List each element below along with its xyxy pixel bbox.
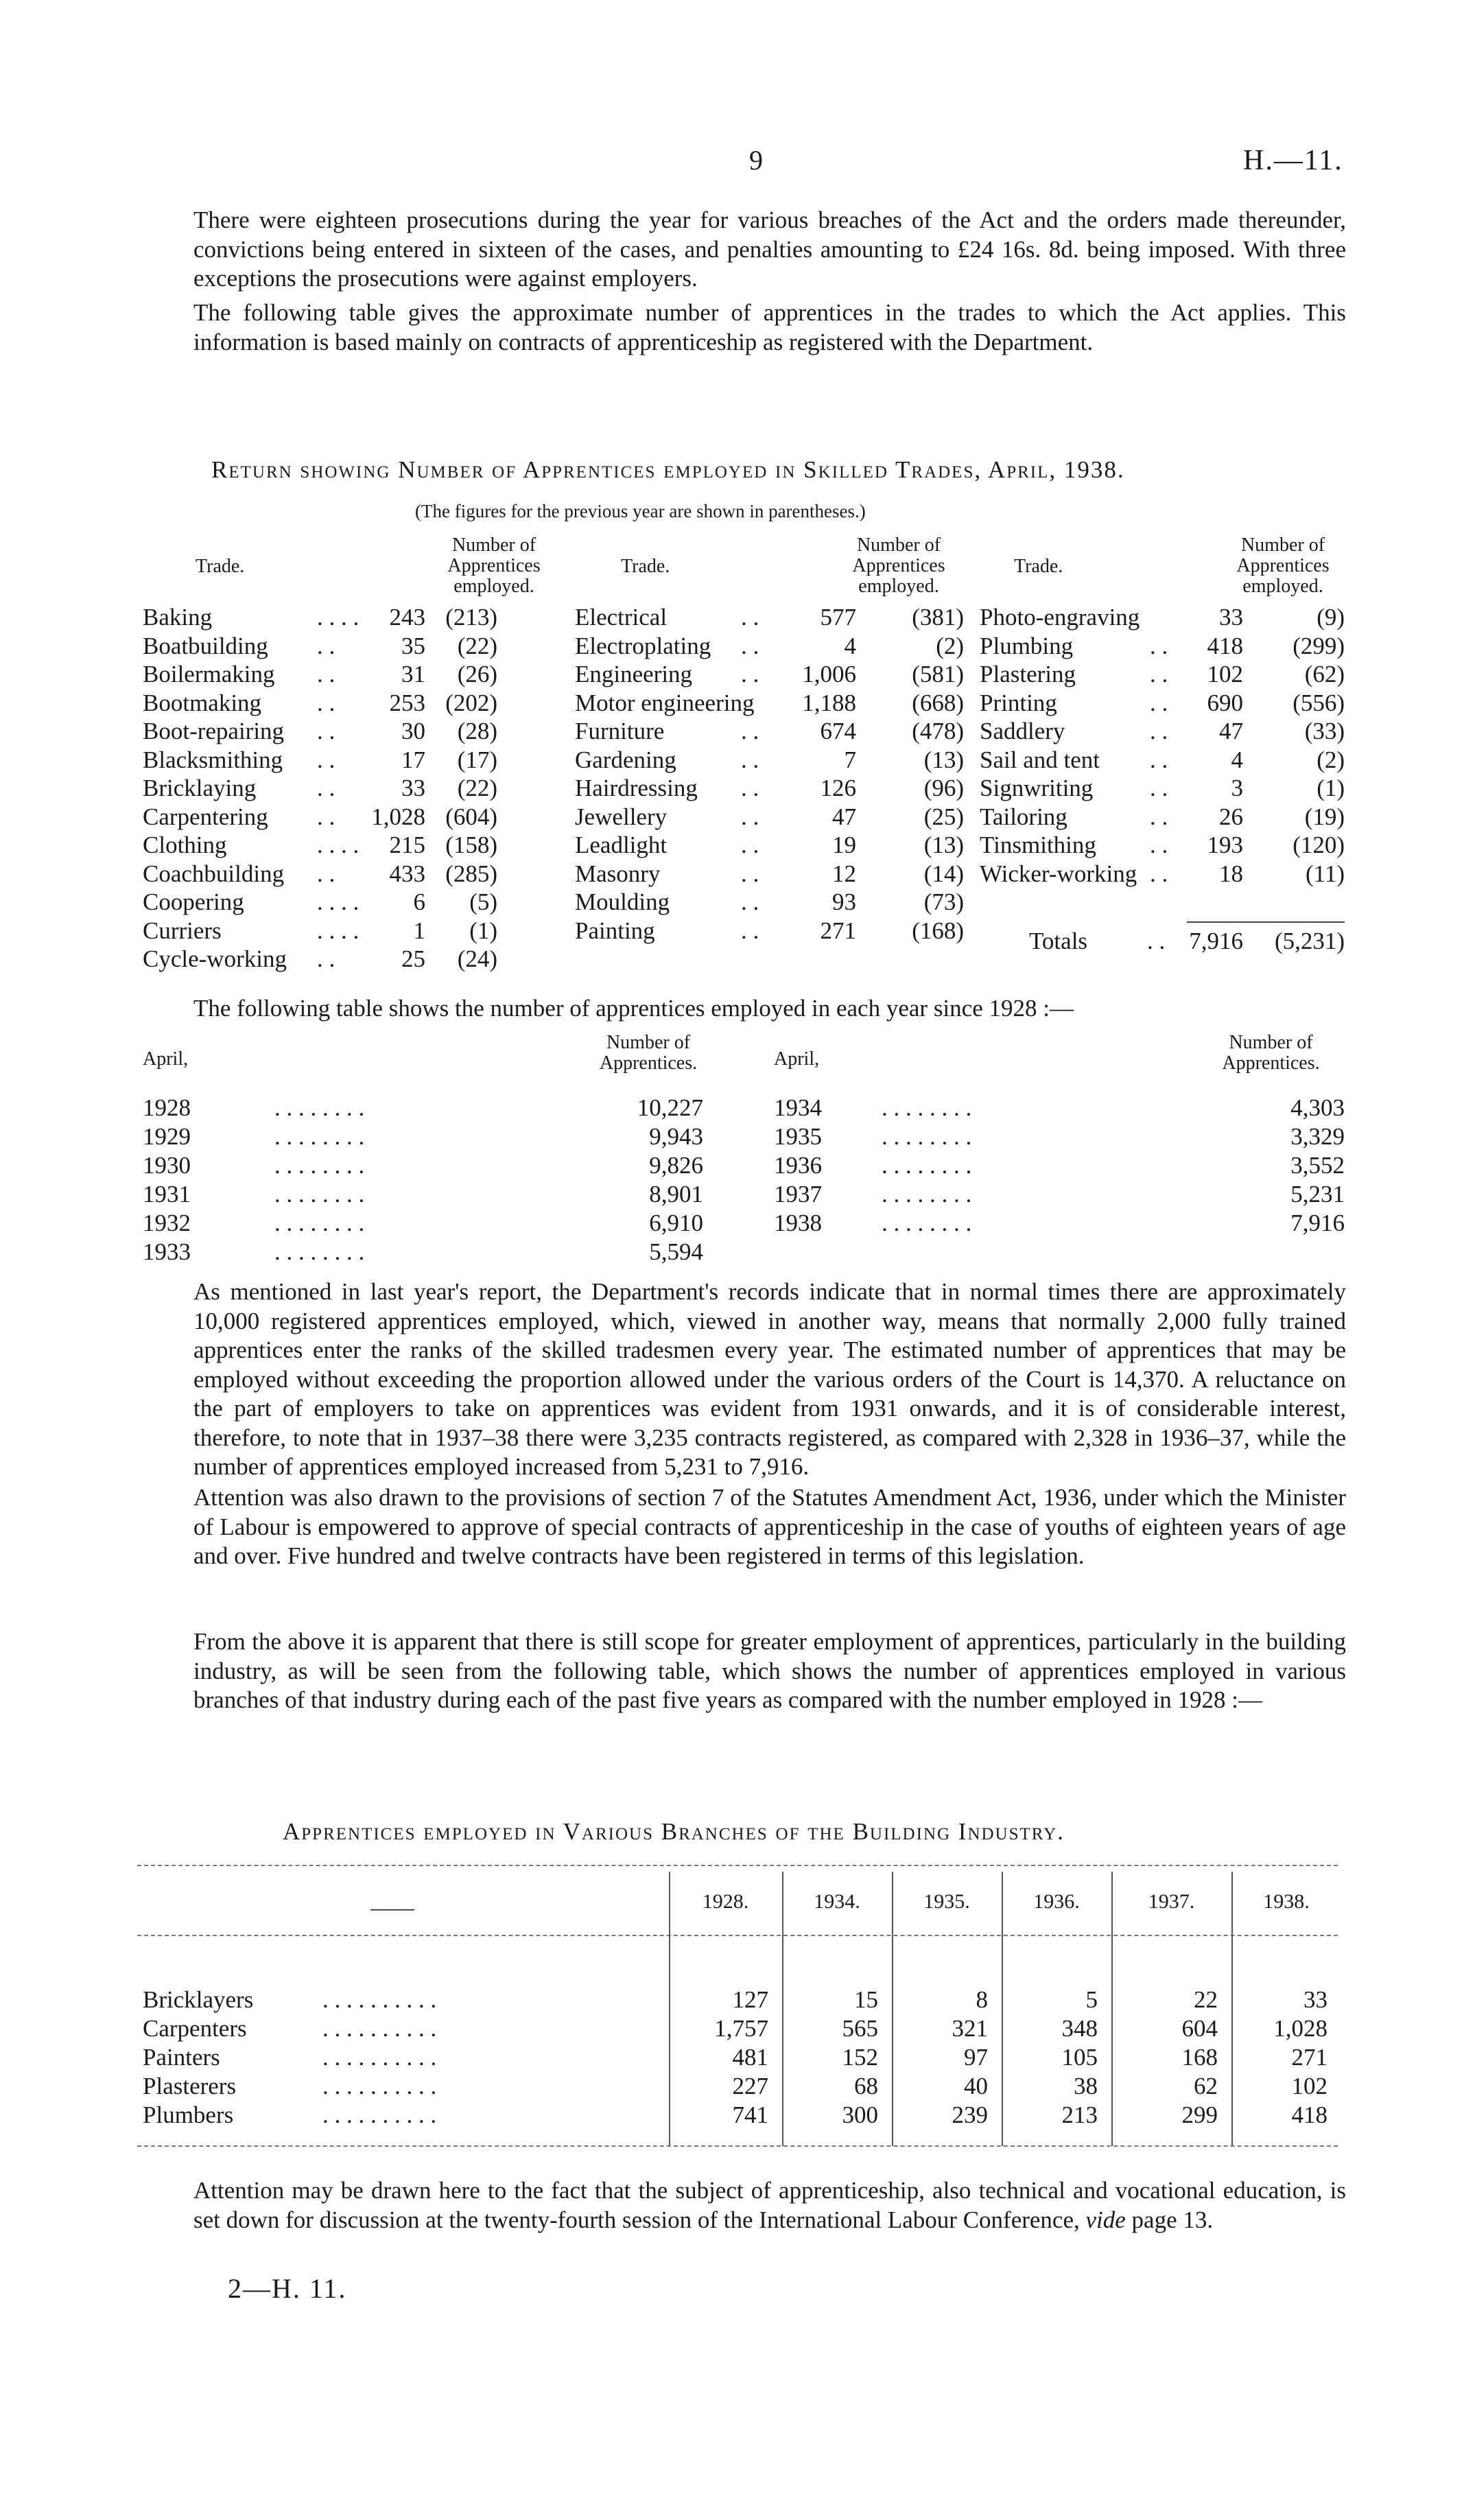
previous-year-count: (581)	[912, 661, 964, 687]
apprentice-total: 3,552	[1290, 1152, 1345, 1179]
previous-year-count: (604)	[445, 803, 497, 830]
apprentice-total: 5,594	[649, 1238, 703, 1265]
table1-col2-number-header: Number of Apprentices employed.	[852, 534, 945, 597]
previous-year-count: (62)	[1304, 661, 1345, 687]
trade-name: Bricklaying	[143, 775, 257, 801]
apprentice-count: 243	[389, 604, 425, 631]
leader-dots: . . . . . . . . . .	[322, 1986, 437, 2013]
year-label: 1928	[143, 1094, 191, 1121]
apprentice-total: 8,901	[649, 1181, 703, 1208]
previous-year-count: (22)	[457, 632, 497, 659]
trade-name: Boatbuilding	[143, 632, 268, 659]
apprentice-count: 193	[1207, 832, 1243, 858]
apprentice-count: 105	[1061, 2044, 1098, 2071]
apprentice-count: 93	[832, 888, 856, 915]
table1-col3-trade-header: Trade.	[1014, 556, 1063, 577]
trade-name: Hairdressing	[575, 775, 698, 801]
apprentice-count: 348	[1061, 2015, 1098, 2042]
trade-name: Electrical	[575, 604, 668, 631]
apprentice-count: 1,028	[1273, 2015, 1328, 2042]
body-paragraph-3: As mentioned in last year's report, the Department's records indicate that in normal times there are approximately 10,000 registered apprentices employed, which, viewed in another way, means that normally 2,000 fully trained apprentices enter the ranks of the skilled tradesmen every year. The estimated number of apprentices that may be employed without exceeding the proportion allowed under the various orders of the Court is 14,370. A reluctance on the part of employers to take on apprentices was evident from 1931 onwards, and it is of considerable interest, therefore, to note that in 1937–38 there were 3,235 contracts registered, as compared with 2,328 in 1936–37, while the number of apprentices employed increased from 5,231 to 7,916.	[193, 1278, 1346, 1480]
apprentice-count: 126	[820, 775, 856, 801]
trade-name: Tailoring	[980, 803, 1067, 830]
apprentice-count: 604	[1181, 2015, 1218, 2042]
previous-year-count: (120)	[1293, 832, 1345, 858]
apprentice-count: 4	[1231, 746, 1243, 773]
apprentice-total: 10,227	[637, 1094, 703, 1121]
apprentice-count: 33	[1303, 1986, 1328, 2013]
leader-dots: . .	[741, 917, 759, 944]
apprentice-total: 4,303	[1290, 1094, 1345, 1121]
leader-dots: . .	[741, 746, 759, 773]
apprentice-count: 481	[732, 2044, 768, 2071]
previous-year-count: (2)	[936, 632, 964, 659]
apprentice-total: 5,231	[1290, 1181, 1345, 1208]
leader-dots: . . . . . . . .	[274, 1094, 365, 1121]
trade-name: Tinsmithing	[980, 832, 1096, 858]
leader-dots: . .	[741, 604, 759, 631]
leader-dots: . .	[317, 661, 335, 687]
table3-blank-header: ——	[370, 1895, 414, 1920]
apprentice-count: 239	[952, 2101, 988, 2128]
page-number: 9	[749, 145, 763, 176]
footer-text-a: Attention may be drawn here to the fact that the subject of apprenticeship, also technical and vocational education, is set down for discussion at the twenty-fourth session of the International Labour Conference,	[193, 2177, 1346, 2233]
year-label: 1938	[774, 1210, 822, 1236]
leader-dots: . .	[741, 775, 759, 801]
trade-name: Jewellery	[575, 803, 668, 830]
body-paragraph-4: Attention was also drawn to the provisions of section 7 of the Statutes Amendment Act, 1936, under which the Minister of Labour is empowered to approve of special contracts of apprenticeship in the case of youths of eighteen years of age and over. Five hundred and twelve contracts have been registered in terms of this legislation.	[193, 1484, 1346, 1569]
apprentice-count: 33	[1219, 604, 1243, 631]
apprentice-count: 271	[820, 917, 856, 944]
trade-name: Carpenters	[143, 2015, 247, 2042]
apprentice-count: 127	[732, 1986, 768, 2013]
trade-name: Plumbing	[980, 632, 1074, 659]
previous-year-count: (285)	[445, 860, 497, 887]
totals-rule	[1187, 921, 1345, 923]
apprentice-count: 418	[1291, 2101, 1328, 2128]
leader-dots: . . . .	[317, 917, 359, 944]
table1-col3-number-header: Number of Apprentices employed.	[1236, 534, 1330, 597]
trade-name: Baking	[143, 604, 213, 631]
apprentice-count: 47	[832, 803, 856, 830]
table3-top-rule	[137, 1865, 1338, 1866]
previous-year-count: (1)	[469, 917, 497, 944]
previous-year-count: (14)	[923, 860, 964, 887]
table1-col1-trade-header: Trade.	[196, 556, 245, 577]
apprentice-count: 418	[1207, 632, 1243, 659]
leader-dots: . . . .	[317, 604, 359, 631]
trade-name: Leadlight	[575, 832, 668, 858]
previous-year-count: (5)	[469, 888, 497, 915]
apprentice-count: 102	[1291, 2073, 1328, 2099]
apprentice-count: 299	[1181, 2101, 1218, 2128]
apprentice-count: 741	[732, 2101, 768, 2128]
footer-text-b: page 13.	[1131, 2206, 1214, 2233]
trade-name: Gardening	[575, 746, 676, 773]
leader-dots: . .	[1150, 860, 1168, 887]
trade-name: Sail and tent	[980, 746, 1100, 773]
trade-name: Painters	[143, 2044, 220, 2071]
apprentice-count: 97	[964, 2044, 988, 2071]
leader-dots: . .	[1150, 832, 1168, 858]
apprentice-count: 1,757	[714, 2015, 768, 2042]
trade-name: Signwriting	[980, 775, 1094, 801]
previous-year-count: (299)	[1293, 632, 1345, 659]
apprentice-count: 18	[1219, 860, 1243, 887]
leader-dots: . .	[317, 860, 335, 887]
year-header: 1934.	[814, 1890, 860, 1913]
apprentice-count: 271	[1291, 2044, 1328, 2071]
leader-dots: . .	[317, 718, 335, 744]
apprentice-count: 17	[401, 746, 425, 773]
previous-year-count: (19)	[1304, 803, 1345, 830]
totals-label: Totals	[1029, 928, 1088, 954]
trade-name: Furniture	[575, 718, 665, 744]
trade-name: Photo-engraving	[980, 604, 1140, 631]
leader-dots: . .	[741, 718, 759, 744]
leader-dots: . .	[1150, 661, 1168, 687]
previous-year-count: (33)	[1304, 718, 1345, 744]
table2-intro: The following table shows the number of apprentices employed in each year since 1928 :—	[193, 995, 1074, 1022]
previous-year-count: (478)	[912, 718, 964, 744]
trade-name: Masonry	[575, 860, 661, 887]
leader-dots: . . . . . . . .	[274, 1210, 365, 1236]
previous-year-count: (28)	[457, 718, 497, 744]
apprentice-count: 4	[844, 632, 856, 659]
leader-dots: . .	[317, 803, 335, 830]
leader-dots: . . . . . . . . . .	[322, 2101, 437, 2128]
footer-vide: vide	[1085, 2206, 1126, 2233]
leader-dots: . . . . . . . .	[882, 1210, 972, 1236]
apprentice-count: 102	[1207, 661, 1243, 687]
previous-year-count: (168)	[912, 917, 964, 944]
trade-name: Motor engineering	[575, 689, 755, 716]
intro-section-2	[193, 298, 1346, 357]
intro-paragraph-1: There were eighteen prosecutions during the year for various breaches of the Act and the orders made thereunder, convictions being entered in sixteen of the cases, and penalties amounting to £24 16s. 8d. being imposed. With three exceptions the prosecutions were against employers.	[193, 207, 1346, 292]
body-paragraph-5: From the above it is apparent that there is still scope for greater employment of apprentices, particularly in the building industry, as will be seen from the following table, which shows the number of apprentices employed in various branches of that industry during each of the past five years as compared with the number employed in 1928 :—	[193, 1628, 1346, 1713]
leader-dots: . .	[317, 746, 335, 773]
apprentice-count: 68	[854, 2073, 878, 2099]
previous-year-count: (202)	[445, 689, 497, 716]
previous-year-count: (11)	[1305, 860, 1345, 887]
intro-paragraph-2: The following table gives the approximate number of apprentices in the trades to which the Act applies. This information is based mainly on contracts of apprenticeship as registered with the Department.	[193, 299, 1346, 355]
previous-year-count: (13)	[923, 746, 964, 773]
apprentice-count: 253	[389, 689, 425, 716]
previous-year-count: (96)	[923, 775, 964, 801]
year-label: 1931	[143, 1181, 191, 1208]
leader-dots: . . . . . . . .	[882, 1152, 972, 1179]
year-label: 1932	[143, 1210, 191, 1236]
year-header: 1936.	[1033, 1890, 1080, 1913]
previous-year-count: (2)	[1317, 746, 1345, 773]
apprentice-count: 321	[952, 2015, 988, 2042]
apprentice-count: 227	[732, 2073, 768, 2099]
totals-value: 7,916	[1189, 928, 1243, 954]
previous-year-count: (24)	[457, 945, 497, 972]
leader-dots: . .	[741, 860, 759, 887]
apprentice-total: 9,826	[649, 1152, 703, 1179]
apprentice-count: 300	[842, 2101, 878, 2128]
apprentice-count: 1,028	[371, 803, 425, 830]
leader-dots: . . . . . . . .	[882, 1181, 972, 1208]
table2-april-header-left: April,	[143, 1048, 189, 1070]
trade-name: Blacksmithing	[143, 746, 283, 773]
apprentice-count: 6	[413, 888, 425, 915]
apprentice-count: 33	[401, 775, 425, 801]
leader-dots: . .	[1150, 803, 1168, 830]
trade-name: Plasterers	[143, 2073, 237, 2099]
previous-year-count: (556)	[1293, 689, 1345, 716]
apprentice-count: 3	[1231, 775, 1243, 801]
apprentice-total: 7,916	[1290, 1210, 1345, 1236]
year-label: 1930	[143, 1152, 191, 1179]
apprentice-total: 6,910	[649, 1210, 703, 1236]
trade-name: Boilermaking	[143, 661, 275, 687]
table2-number-header-right: Number of Apprentices.	[1222, 1032, 1320, 1074]
table1-col2-trade-header: Trade.	[621, 556, 670, 577]
apprentice-count: 31	[401, 661, 425, 687]
trade-name: Carpentering	[143, 803, 268, 830]
apprentice-count: 15	[854, 1986, 878, 2013]
table3-header-rule	[137, 1935, 1338, 1936]
leader-dots: . .	[741, 632, 759, 659]
leader-dots: . .	[1150, 718, 1168, 744]
leader-dots: . .	[741, 832, 759, 858]
leader-dots: . . . . . . . .	[274, 1238, 365, 1265]
trade-name: Electroplating	[575, 632, 711, 659]
year-label: 1936	[774, 1152, 822, 1179]
apprentice-total: 3,329	[1290, 1123, 1345, 1150]
leader-dots: . .	[741, 803, 759, 830]
leader-dots: . . . . . . . . . .	[322, 2073, 437, 2099]
intro-section	[193, 206, 1346, 294]
previous-year-count: (13)	[923, 832, 964, 858]
trade-name: Bricklayers	[143, 1986, 254, 2013]
apprentice-count: 12	[832, 860, 856, 887]
apprentice-count: 1,188	[802, 689, 856, 716]
trade-name: Bootmaking	[143, 689, 262, 716]
leader-dots: . . . . . . . .	[274, 1152, 365, 1179]
apprentice-count: 690	[1207, 689, 1243, 716]
apprentice-count: 38	[1074, 2073, 1098, 2099]
leader-dots: . .	[1150, 689, 1168, 716]
table1-title: Return showing Number of Apprentices employed in Skilled Trades, April, 1938.	[211, 456, 1125, 483]
leader-dots: . . . .	[317, 888, 359, 915]
table3-title: Apprentices employed in Various Branches of the Building Industry.	[283, 1818, 1065, 1845]
year-header: 1937.	[1148, 1890, 1195, 1913]
trade-name: Boot-repairing	[143, 718, 285, 744]
previous-year-count: (158)	[445, 832, 497, 858]
apprentice-count: 19	[832, 832, 856, 858]
trade-name: Saddlery	[980, 718, 1065, 744]
trade-name: Coachbuilding	[143, 860, 285, 887]
previous-year-count: (381)	[912, 604, 964, 631]
trade-name: Engineering	[575, 661, 693, 687]
year-label: 1934	[774, 1094, 822, 1121]
year-header: 1938.	[1263, 1890, 1310, 1913]
previous-year-count: (9)	[1317, 604, 1345, 631]
trade-name: Plumbers	[143, 2101, 234, 2128]
trade-name: Curriers	[143, 917, 222, 944]
apprentice-count: 22	[1194, 1986, 1218, 2013]
leader-dots: . . . . . . . .	[274, 1181, 365, 1208]
previous-year-count: (668)	[912, 689, 964, 716]
previous-year-count: (17)	[457, 746, 497, 773]
footer-section	[193, 2176, 1346, 2235]
body-section-1	[193, 1277, 1346, 1482]
year-header: 1928.	[702, 1890, 749, 1913]
leader-dots: . . . .	[317, 832, 359, 858]
leader-dots: . . . . . . . .	[274, 1123, 365, 1150]
leader-dots: . . . . . . . .	[882, 1094, 972, 1121]
apprentice-count: 40	[964, 2073, 988, 2099]
apprentice-count: 7	[844, 746, 856, 773]
apprentice-count: 8	[976, 1986, 988, 2013]
trade-name: Cycle-working	[143, 945, 287, 972]
signature: 2—H. 11.	[228, 2273, 347, 2304]
year-header: 1935.	[923, 1890, 970, 1913]
apprentice-count: 565	[842, 2015, 878, 2042]
leader-dots: . .	[741, 888, 759, 915]
apprentice-count: 213	[1061, 2101, 1098, 2128]
apprentice-total: 9,943	[649, 1123, 703, 1150]
trade-name: Moulding	[575, 888, 670, 915]
totals-dots: . .	[1147, 928, 1166, 954]
apprentice-count: 674	[820, 718, 856, 744]
body-section-2	[193, 1483, 1346, 1571]
trade-name: Painting	[575, 917, 655, 944]
previous-year-count: (25)	[923, 803, 964, 830]
leader-dots: . .	[741, 661, 759, 687]
footer-paragraph	[193, 2176, 1346, 2235]
leader-dots: . .	[1150, 746, 1168, 773]
apprentice-count: 577	[820, 604, 856, 631]
apprentice-count: 168	[1181, 2044, 1218, 2071]
leader-dots: . . . . . . . . . .	[322, 2015, 437, 2042]
leader-dots: . . . . . . . . . .	[322, 2044, 437, 2071]
leader-dots: . .	[317, 945, 335, 972]
previous-year-count: (213)	[445, 604, 497, 631]
leader-dots: . .	[317, 632, 335, 659]
year-label: 1937	[774, 1181, 822, 1208]
trade-name: Clothing	[143, 832, 227, 858]
table1-col1-number-header: Number of Apprentices employed.	[447, 534, 541, 597]
apprentice-count: 1,006	[802, 661, 856, 687]
trade-name: Coopering	[143, 888, 244, 915]
year-label: 1929	[143, 1123, 191, 1150]
trade-name: Plastering	[980, 661, 1076, 687]
previous-year-count: (26)	[457, 661, 497, 687]
table2-april-header-right: April,	[774, 1048, 820, 1070]
trade-name: Printing	[980, 689, 1057, 716]
leader-dots: . .	[1150, 632, 1168, 659]
apprentice-count: 25	[401, 945, 425, 972]
body-section-3	[193, 1627, 1346, 1715]
apprentice-count: 215	[389, 832, 425, 858]
year-label: 1933	[143, 1238, 191, 1265]
apprentice-count: 35	[401, 632, 425, 659]
leader-dots: . . . . . . . .	[882, 1123, 972, 1150]
apprentice-count: 30	[401, 718, 425, 744]
apprentice-count: 5	[1085, 1986, 1098, 2013]
previous-year-count: (73)	[923, 888, 964, 915]
previous-year-count: (1)	[1317, 775, 1345, 801]
leader-dots: . .	[317, 689, 335, 716]
year-label: 1935	[774, 1123, 822, 1150]
apprentice-count: 152	[842, 2044, 878, 2071]
leader-dots: . .	[317, 775, 335, 801]
document-reference: H.—11.	[1243, 145, 1343, 176]
table2-number-header-left: Number of Apprentices.	[599, 1032, 698, 1074]
apprentice-count: 433	[389, 860, 425, 887]
trade-name: Wicker-working	[980, 860, 1137, 887]
apprentice-count: 26	[1219, 803, 1243, 830]
totals-previous: (5,231)	[1274, 928, 1345, 954]
apprentice-count: 62	[1194, 2073, 1218, 2099]
leader-dots: . .	[1150, 775, 1168, 801]
table1-note: (The figures for the previous year are shown in parentheses.)	[415, 501, 866, 521]
apprentice-count: 1	[413, 917, 425, 944]
table3-bottom-rule	[137, 2145, 1338, 2147]
apprentice-count: 47	[1219, 718, 1243, 744]
previous-year-count: (22)	[457, 775, 497, 801]
